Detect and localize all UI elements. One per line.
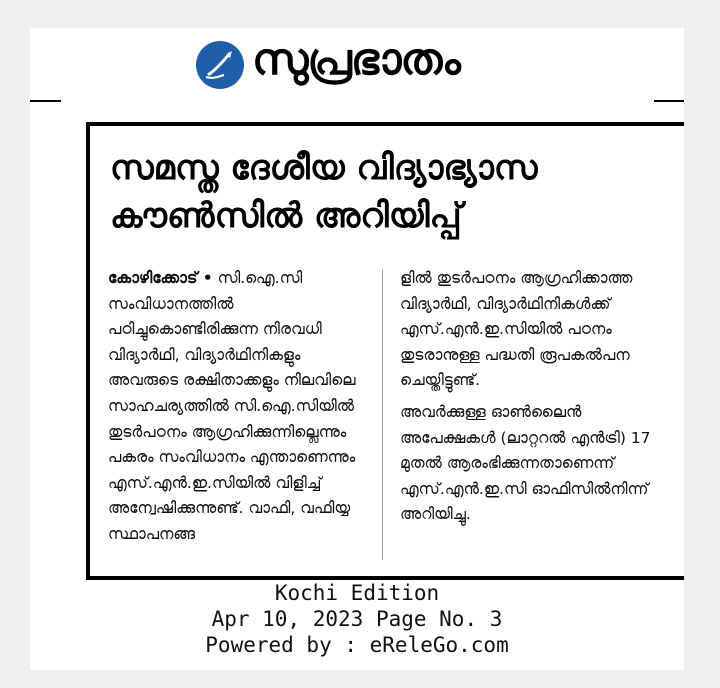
masthead-title: സുപ്രഭാതം [252,34,460,85]
masthead [30,28,684,108]
footer-powered-by: Powered by : eReleGo.com [205,633,509,657]
column-divider [382,270,383,560]
article-column-right [400,266,670,528]
article-paragraph: ളിൽ തുടർപഠനം ആഗ്രഹിക്കാത്ത വിദ്യാർഥി, വിദ്യാർഥിനികൾക്ക് എസ്.എൻ.ഇ.സിയിൽ പഠനം തുടരാനുള്ള പദ്ധതി രൂപകൽപന ചെയ്തിട്ടുണ്ട്. [400,269,633,390]
footer-date-page: Apr 10, 2023 Page No. 3 [211,607,503,631]
masthead-rule-left [30,100,61,102]
newspaper-clipping [30,28,684,670]
article-dateline: കോഴിക്കോട് • [108,269,213,287]
masthead-rule-right [654,100,684,102]
article-column-left [108,266,370,548]
article-box [86,122,684,580]
footer-edition: Kochi Edition [274,581,440,605]
article-paragraph: അവർക്കുള്ള ഓൺലൈൻ അപേക്ഷകൾ (ലാറ്ററൽ എൻട്രി) 17 മുതൽ ആരംഭിക്കുന്നതാണെന്ന് എസ്.എൻ.ഇ.സി ഓഫിസിൽനിന്ന് അറിയിച്ചു. [400,402,651,524]
article-headline: സമസ്ത ദേശീയ വിദ്യാഭ്യാസ കൗൺസിൽ അറിയിപ്പ് [110,148,538,236]
newspaper-logo-icon [196,41,244,89]
article-paragraph [108,266,370,548]
article-left-body: സി.ഐ.സി സംവിധാനത്തിൽ പഠിച്ചുകൊണ്ടിരിക്കുന്ന നിരവധി വിദ്യാർഥി, വിദ്യാർഥിനികളും അവരുടെ രക്ഷിതാക്കളും നിലവിലെ സാഹചര്യത്തിൽ സി.ഐ.സിയിൽ തുടർപഠനം ആഗ്രഹിക്കുന്നില്ലെന്നും പകരം സംവിധാനം എന്താണെന്നും എസ്.എൻ.ഇ.സിയിൽ വിളിച്ച് അന്വേഷിക്കുന്നുണ്ട്. വാഫി, വഫിയ്യ സ്ഥാപനങ്ങ [108,269,356,543]
